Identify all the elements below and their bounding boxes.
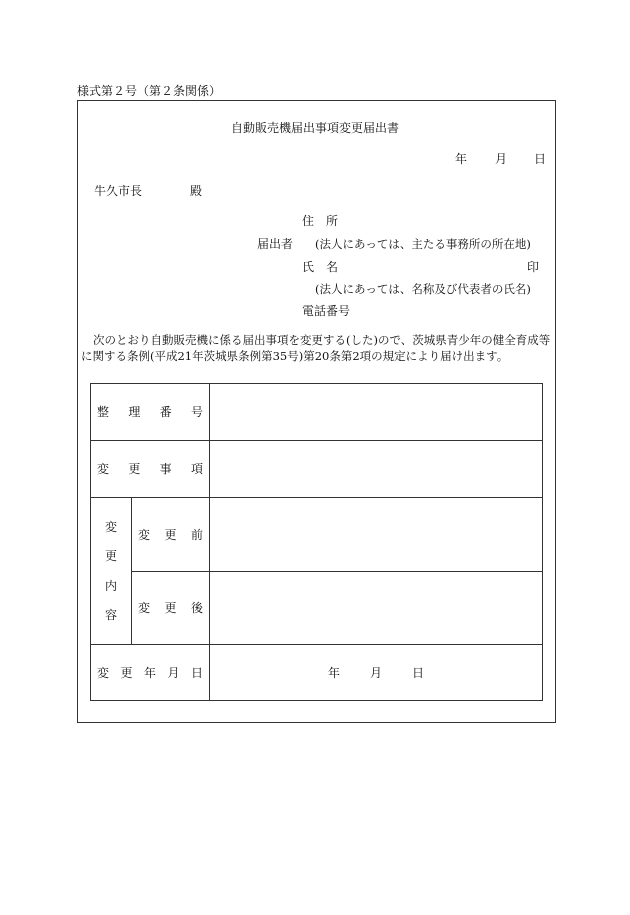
name-note: (法人にあっては、名称及び代表者の氏名): [315, 282, 531, 296]
change-date-label: 変 更 年 月 日: [97, 665, 203, 680]
change-content-label: 変 更 内 容: [104, 519, 117, 623]
day-label: 日: [534, 152, 547, 166]
month-label: 月: [495, 152, 508, 166]
change-date-field[interactable]: [210, 645, 542, 700]
change-item-field[interactable]: [210, 441, 542, 497]
addressee-name: 牛久市長: [94, 184, 143, 198]
year-label: 年: [327, 665, 340, 680]
phone-label: 電話番号: [302, 304, 351, 318]
address-note: (法人にあっては、主たる事務所の所在地): [315, 237, 531, 251]
year-label: 年: [455, 152, 468, 166]
addressee: [94, 184, 203, 198]
after-change-field[interactable]: [210, 572, 542, 644]
before-change-label: 変 更 前: [138, 527, 203, 542]
body-text: 次のとおり自動販売機に係る届出事項を変更する(した)ので、茨城県青少年の健全育成等に関する条例(平成21年茨城県条例第35号)第20条第2項の規定により届け出ます。: [81, 333, 551, 363]
name-label: 氏 名: [302, 260, 339, 274]
before-change-field[interactable]: [210, 498, 542, 571]
address-label: 住 所: [302, 214, 339, 228]
change-details-table: [90, 383, 543, 701]
change-item-label: 変 更 事 項: [97, 462, 203, 476]
day-label: 日: [412, 665, 425, 680]
control-number-label: 整 理 番 号: [97, 405, 203, 419]
sender-label: 届出者: [257, 237, 294, 251]
addressee-honorific: 殿: [190, 184, 203, 198]
month-label: 月: [369, 665, 382, 680]
submission-date: [455, 152, 546, 166]
control-number-field[interactable]: [210, 384, 542, 440]
form-number-label: 様式第２号（第２条関係）: [77, 84, 222, 98]
seal-mark: 印: [527, 260, 540, 274]
document-title: 自動販売機届出事項変更届出書: [230, 121, 399, 135]
after-change-label: 変 更 後: [138, 601, 203, 615]
